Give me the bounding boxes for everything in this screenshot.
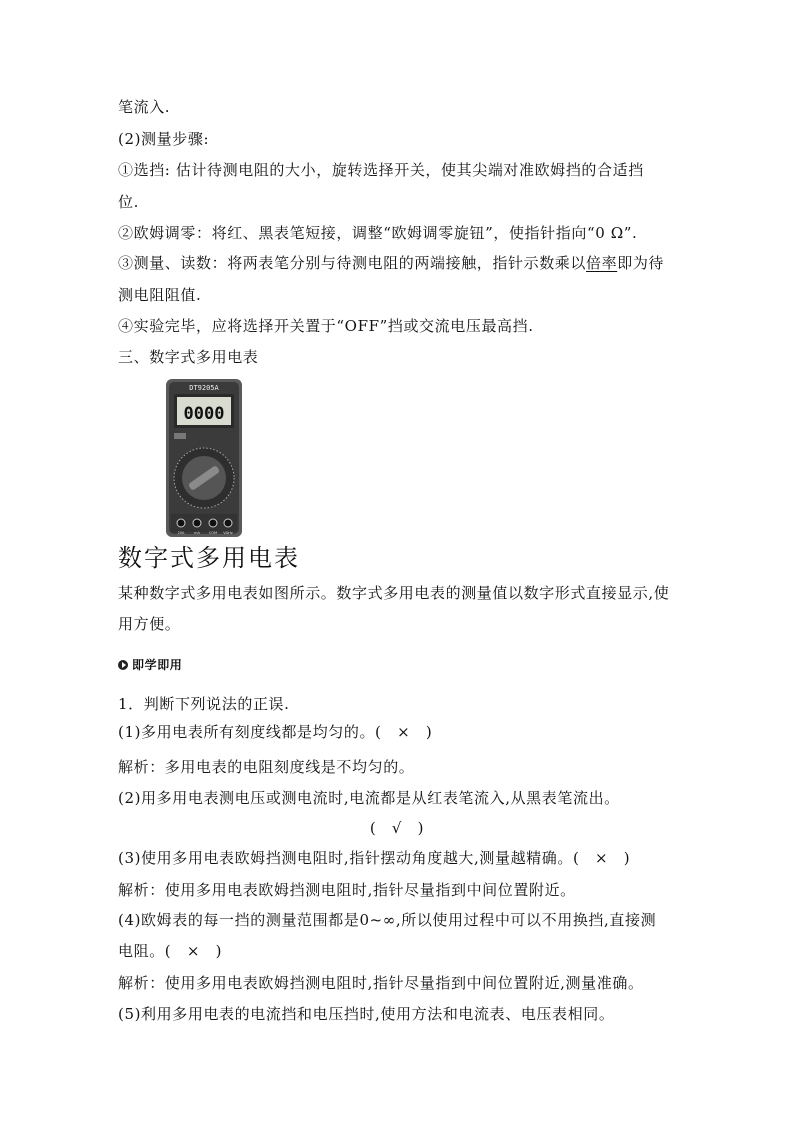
practice-label-text: 即学即用 (132, 658, 183, 672)
quiz-item: (4)欧姆表的每一挡的测量范围都是0~∞,所以使用过程中可以不用换挡,直接测 (118, 911, 657, 929)
quiz-analysis: 解析：多用电表的电阻刻度线是不均匀的。 (118, 758, 415, 776)
text-line (118, 253, 664, 273)
text-line: ①选挡: 估计待测电阻的大小，旋转选择开关，使其尖端对准欧姆挡的合适挡 (118, 161, 644, 179)
jack-label: COM (208, 531, 218, 535)
multimeter-image (165, 378, 243, 538)
text-line: 位. (118, 193, 139, 211)
quiz-item: (3)使用多用电表欧姆挡测电阻时,指针摆动角度越大,测量越精确。( × ) (118, 849, 631, 867)
quiz-item: (2)用多用电表测电压或测电流时,电流都是从红表笔流入,从黑表笔流出。 (118, 789, 620, 807)
quiz-answer: ( √ ) (369, 819, 425, 837)
section-title: 三、数字式多用电表 (118, 348, 259, 366)
text-span: 即为待 (617, 254, 665, 272)
jack-ma (193, 519, 201, 527)
quiz-item: 电阻。( × ) (118, 942, 223, 960)
text-span: ③测量、读数：将两表笔分别与待测电阻的两端接触，指针示数乘以 (118, 254, 587, 272)
quiz-item: (5)利用多用电表的电流挡和电压挡时,使用方法和电流表、电压表相同。 (118, 1005, 615, 1023)
text-line: 测电阻阻值. (118, 286, 202, 304)
quiz-analysis: 解析：使用多用电表欧姆挡测电阻时,指针尽量指到中间位置附近,测量准确。 (118, 974, 644, 992)
power-button (174, 433, 186, 439)
jack-com (209, 519, 217, 527)
play-circle-icon (118, 660, 128, 670)
jack-label: 20A (177, 531, 185, 535)
text-line: ④实验完毕，应将选择开关置于“OFF”挡或交流电压最高挡. (118, 317, 534, 335)
practice-label (118, 655, 182, 675)
question-title: 1．判断下列说法的正误. (118, 695, 290, 713)
section-heading: 数字式多用电表 (118, 544, 300, 572)
text-line: ②欧姆调零：将红、黑表笔短接，调整“欧姆调零旋钮”，使指针指向“0 Ω”. (118, 224, 638, 242)
paragraph-line: 某种数字式多用电表如图所示。数字式多用电表的测量值以数字形式直接显示,使 (118, 584, 670, 602)
text-line: (2)测量步骤: (118, 130, 210, 148)
jack-label: VΩHz (223, 531, 233, 535)
jack-vohm (224, 519, 232, 527)
text-line: 笔流入. (118, 98, 171, 116)
paragraph-line: 用方便。 (118, 615, 181, 633)
meter-brand: DT9205A (189, 384, 219, 392)
quiz-item: (1)多用电表所有刻度线都是均匀的。( × ) (118, 723, 433, 741)
jack-label: mA (194, 531, 200, 535)
lcd-reading: 0000 (183, 404, 225, 424)
quiz-analysis: 解析：使用多用电表欧姆挡测电阻时,指针尽量指到中间位置附近。 (118, 881, 576, 899)
jack-20a (177, 519, 185, 527)
underlined-term: 倍率 (586, 254, 618, 272)
